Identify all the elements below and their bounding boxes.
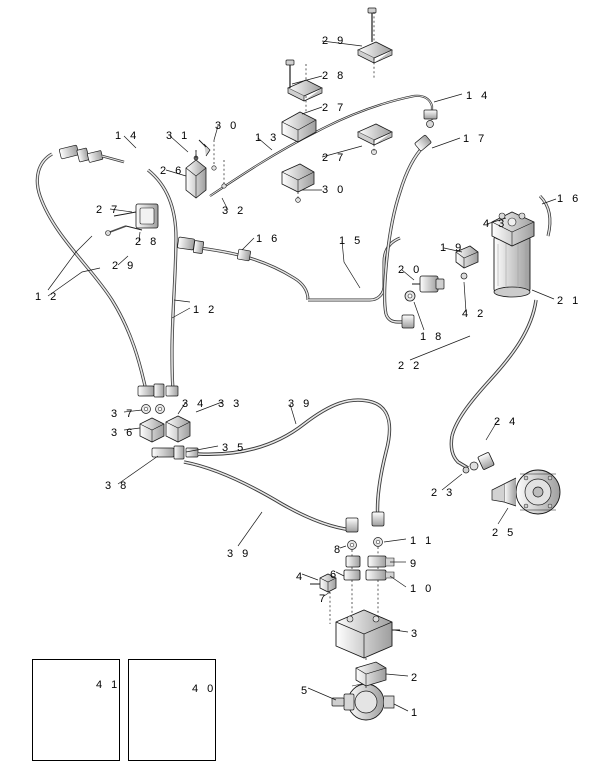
hose-end-fittings-39 [346, 512, 384, 532]
hose-ends-lower-left [138, 384, 178, 414]
rail-13 [210, 96, 432, 196]
callout-14-a: 1 4 [466, 90, 491, 102]
callout-28: 2 8 [322, 70, 347, 82]
callout-7: 7 [319, 593, 329, 605]
callout-32: 3 2 [222, 205, 247, 217]
callout-13: 1 3 [255, 132, 280, 144]
callout-41: 4 1 [96, 679, 121, 691]
callout-34: 3 4 [182, 398, 207, 410]
callout-10: 1 0 [410, 583, 435, 595]
callout-27-c: 2 7 [96, 204, 121, 216]
clamp-block-27a [282, 112, 316, 142]
callout-39-a: 3 9 [288, 398, 313, 410]
callout-38: 3 8 [105, 480, 130, 492]
callout-23: 2 3 [431, 487, 456, 499]
coupler-2 [356, 662, 386, 686]
clamp-plate-28a [288, 80, 322, 101]
bolt-29 [368, 8, 376, 42]
callout-18: 1 8 [420, 331, 445, 343]
valve-block-3 [336, 610, 400, 658]
callout-22: 2 2 [398, 360, 423, 372]
callout-39-b: 3 9 [227, 548, 252, 560]
callout-30-b: 3 0 [322, 184, 347, 196]
callout-16-a: 1 6 [557, 193, 582, 205]
screw-31 [199, 140, 210, 156]
hose-16-middle [177, 237, 308, 300]
callout-25: 2 5 [492, 527, 517, 539]
callout-8: 8 [334, 544, 344, 556]
callout-6: 6 [330, 569, 340, 581]
callout-15: 1 5 [339, 235, 364, 247]
callout-42: 4 2 [462, 308, 487, 320]
callout-17: 1 7 [463, 133, 488, 145]
callout-20: 2 0 [398, 264, 423, 276]
fitting-9 [346, 556, 394, 567]
hose-39-a [184, 462, 352, 530]
callout-40: 4 0 [192, 683, 217, 695]
callout-33: 3 3 [218, 398, 243, 410]
inset-frame-41 [32, 659, 120, 761]
callout-43: 4 3 [483, 218, 508, 230]
washer-18 [405, 291, 415, 301]
clamp-plate-27b [358, 124, 392, 155]
fitting-14-right [424, 110, 437, 128]
callout-37: 3 7 [111, 408, 136, 420]
callout-11: 1 1 [410, 535, 435, 547]
fitting-8 [348, 541, 357, 550]
pump-25 [492, 470, 560, 514]
callout-4: 4 [296, 571, 306, 583]
fitting-24 [470, 452, 494, 470]
callout-27-b: 2 7 [322, 152, 347, 164]
fitting-11 [374, 538, 383, 547]
fitting-36-37 [140, 416, 190, 442]
clamp-plate-29a [358, 42, 392, 63]
callout-30-a: 3 0 [215, 120, 240, 132]
callout-29-b: 2 9 [112, 260, 137, 272]
callout-3: 3 [411, 628, 421, 640]
callout-19: 1 9 [440, 242, 465, 254]
callout-12-b: 1 2 [193, 304, 218, 316]
callout-21: 2 1 [557, 295, 582, 307]
callout-26: 2 6 [160, 165, 185, 177]
hose-12-middle [148, 170, 176, 388]
callout-29: 2 9 [322, 35, 347, 47]
fitting-20 [412, 276, 444, 292]
fitting-42 [461, 273, 467, 279]
hose-39-b [198, 400, 389, 520]
motor-1 [332, 680, 394, 720]
callout-5: 5 [301, 685, 311, 697]
inset-frame-40 [128, 659, 216, 761]
callout-27: 2 7 [322, 102, 347, 114]
callout-2: 2 [411, 672, 421, 684]
fitting-35-38 [152, 446, 198, 459]
callout-9: 9 [410, 558, 420, 570]
callout-1: 1 [411, 707, 421, 719]
callout-14-b: 1 4 [115, 130, 140, 142]
connector-26 [186, 150, 206, 198]
callout-12-a: 1 2 [35, 291, 60, 303]
fitting-10 [344, 570, 394, 580]
fitting-14-left [59, 145, 124, 163]
callout-36: 3 6 [111, 427, 136, 439]
callout-35: 3 5 [222, 442, 247, 454]
callout-24: 2 4 [494, 416, 519, 428]
callout-16-b: 1 6 [256, 233, 281, 245]
callout-31: 3 1 [166, 130, 191, 142]
fitting-23 [463, 467, 469, 473]
callout-28-b: 2 8 [135, 236, 160, 248]
